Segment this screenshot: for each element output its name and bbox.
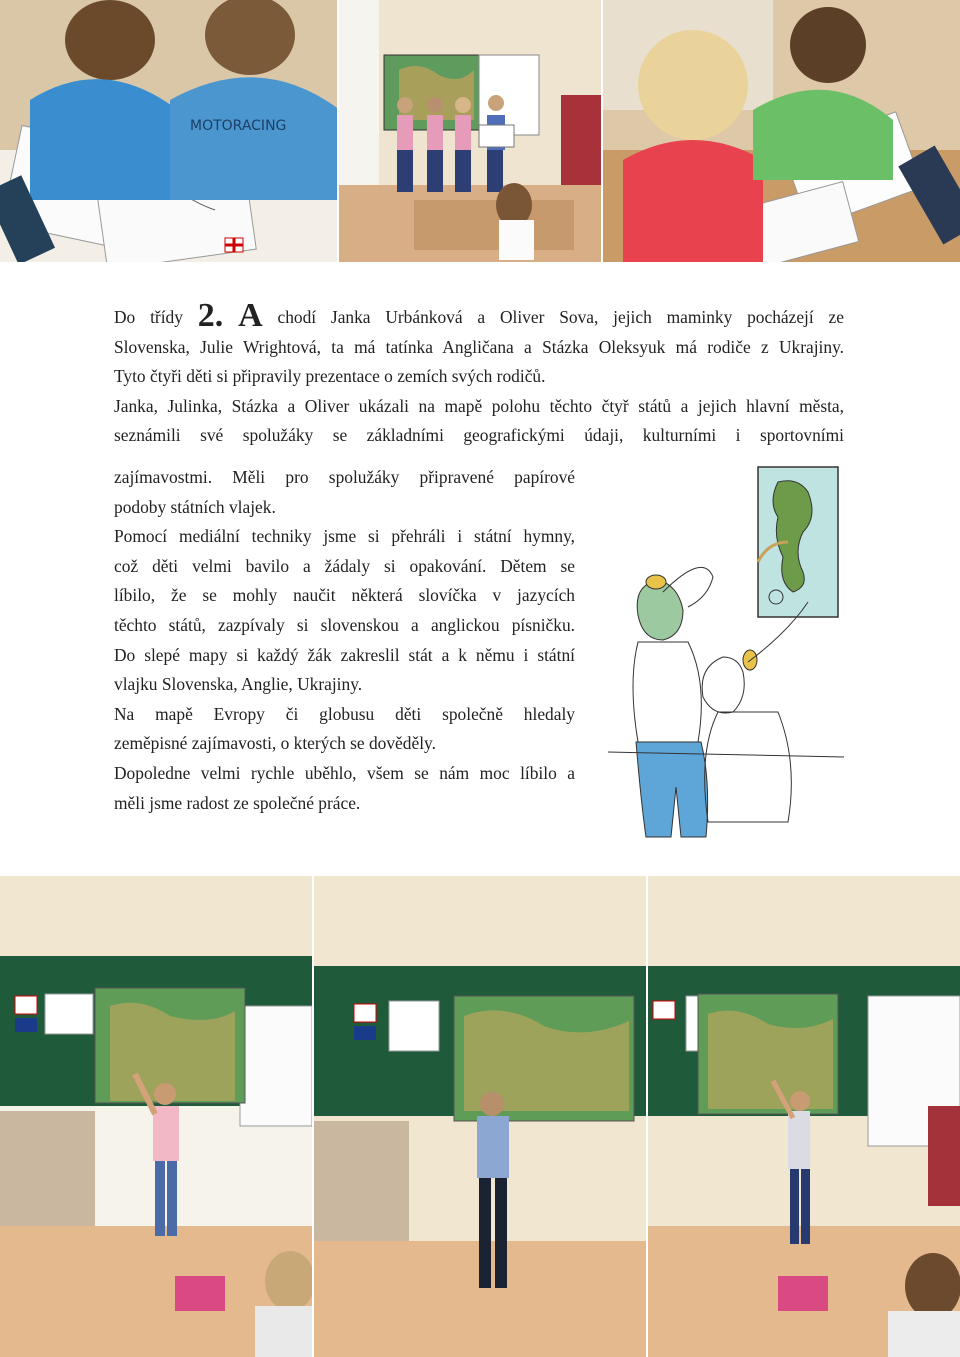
class-letter: A (238, 297, 263, 334)
body-line: těchto států, zazpívaly si slovenskou a anglickou písničku. (114, 614, 575, 635)
children-drawing-maps-photo (0, 0, 337, 262)
intro-prefix: Do třídy (114, 307, 183, 327)
children-at-map-sketch (608, 462, 844, 840)
body-line: Do slepé mapy si každý žák zakreslil stát a k němu i státní (114, 644, 575, 665)
body-line: podoby státních vlajek. (114, 496, 276, 517)
intro-line-1 (114, 297, 844, 334)
body-line: měli jsme radost ze společné práce. (114, 792, 361, 813)
intro-line-4: Janka, Julinka, Stázka a Oliver ukázali na mapě polohu těchto čtyř států a jejich hlavní města, (114, 395, 844, 416)
body-line: vlajku Slovenska, Anglie, Ukrajiny. (114, 674, 363, 695)
intro-line-3: Tyto čtyři děti si připravily prezentace o zemích svých rodičů. (114, 366, 546, 387)
body-line: zajímavostmi. Měli pro spolužáky připravené papírové (114, 467, 575, 487)
intro-line-5: seznámili své spolužáky se základními geografickými údaji, kulturními i sportovními (114, 425, 844, 446)
children-presenting-photo (339, 0, 601, 262)
girl-at-map-photo (648, 876, 960, 1357)
body-paragraph (114, 463, 575, 818)
class-number: 2. (197, 297, 224, 334)
intro-rest: chodí Janka Urbánková a Oliver Sova, jejich maminky pocházejí ze (277, 307, 844, 327)
children-coloring-maps-photo (603, 0, 960, 262)
girl-pointing-at-map-photo (0, 876, 312, 1357)
body-line: což děti velmi bavilo a žádaly si opakování. Dětem se (114, 555, 575, 576)
body-line: Dopoledne velmi rychle uběhlo, všem se nám moc líbilo a (114, 762, 575, 783)
body-line: Pomocí mediální techniky jsme si přehráli i státní hymny, (114, 526, 575, 547)
svg-text:MOTORACING: MOTORACING (190, 118, 287, 134)
intro-paragraph (114, 297, 844, 451)
boy-presenting-photo (314, 876, 646, 1357)
intro-line-2: Slovenska, Julie Wrightová, ta má tatínka Angličana a Stázka Oleksyuk má rodiče z Ukrajiny. (114, 336, 844, 357)
body-line: zeměpisné zajímavosti, o kterých se dověděly. (114, 733, 436, 754)
body-line: líbilo, že se mohly naučit některá slovíčka v jazycích (114, 585, 575, 606)
body-line: Na mapě Evropy či globusu děti společně hledaly (114, 703, 575, 724)
